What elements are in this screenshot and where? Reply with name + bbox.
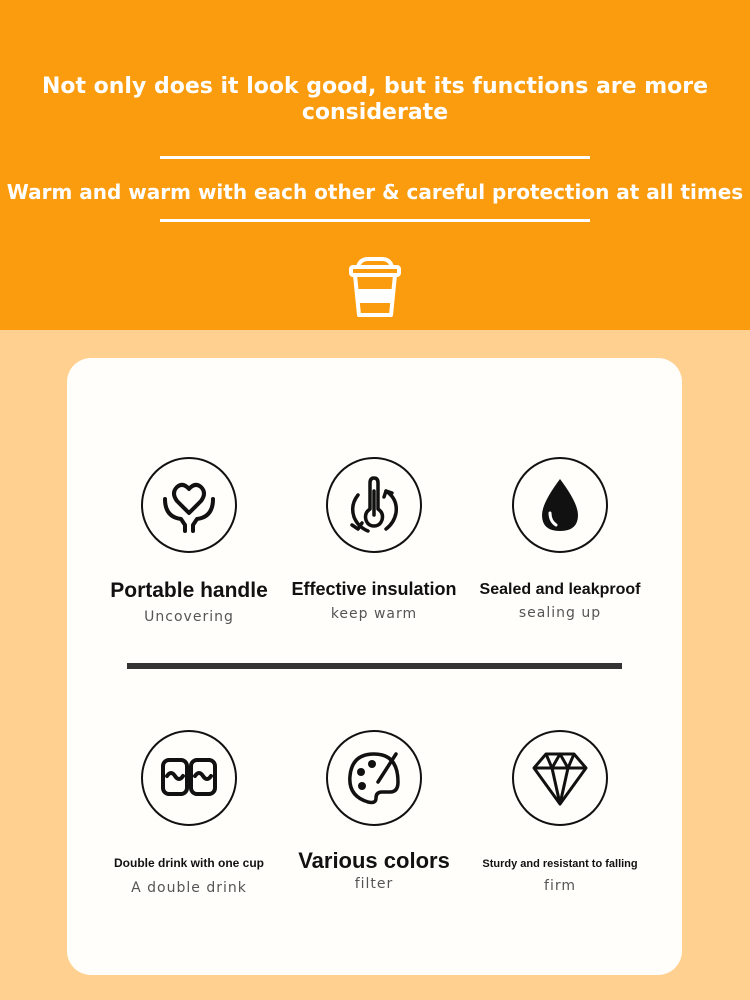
- feature-effective-insulation: [274, 457, 474, 622]
- feature-title: Various colors: [298, 848, 450, 873]
- subline: Warm and warm with each other & careful protection at all times: [6, 180, 744, 204]
- feature-icon-circle: [512, 457, 608, 553]
- feature-subtitle: Uncovering: [144, 609, 234, 625]
- feature-icon-circle: [141, 457, 237, 553]
- feature-portable-handle: [89, 457, 289, 625]
- feature-various-colors: [274, 730, 474, 892]
- feature-icon-circle: [512, 730, 608, 826]
- diamond-icon: [528, 746, 592, 810]
- headline: Not only does it look good, but its functions are more considerate: [41, 74, 709, 125]
- feature-subtitle: A double drink: [131, 880, 247, 896]
- feature-title: Sturdy and resistant to falling: [482, 858, 638, 870]
- feature-title: Effective insulation: [291, 579, 457, 599]
- features-card: [67, 358, 682, 975]
- coffee-cup-icon: [348, 255, 402, 319]
- feature-icon-circle: [326, 457, 422, 553]
- feature-subtitle: filter: [354, 876, 394, 892]
- feature-title: Sealed and leakproof: [479, 581, 641, 598]
- feature-sealed-leakproof: [460, 457, 660, 621]
- thermometer-icon: [342, 473, 406, 537]
- header-banner: [0, 0, 750, 330]
- feature-sturdy: [460, 730, 660, 894]
- feature-icon-circle: [326, 730, 422, 826]
- heart-hands-icon: [157, 473, 221, 537]
- section-divider: [127, 663, 622, 669]
- palette-icon: [342, 746, 406, 810]
- header-rule-top: [160, 156, 590, 159]
- feature-icon-circle: [141, 730, 237, 826]
- feature-double-drink: [89, 730, 289, 896]
- header-rule-bottom: [160, 219, 590, 222]
- feature-subtitle: sealing up: [518, 605, 602, 621]
- feature-title: Double drink with one cup: [114, 856, 264, 870]
- water-drop-icon: [528, 473, 592, 537]
- double-cup-icon: [157, 746, 221, 810]
- feature-subtitle: firm: [544, 878, 576, 894]
- feature-subtitle: keep warm: [330, 606, 418, 622]
- feature-title: Portable handle: [110, 579, 268, 602]
